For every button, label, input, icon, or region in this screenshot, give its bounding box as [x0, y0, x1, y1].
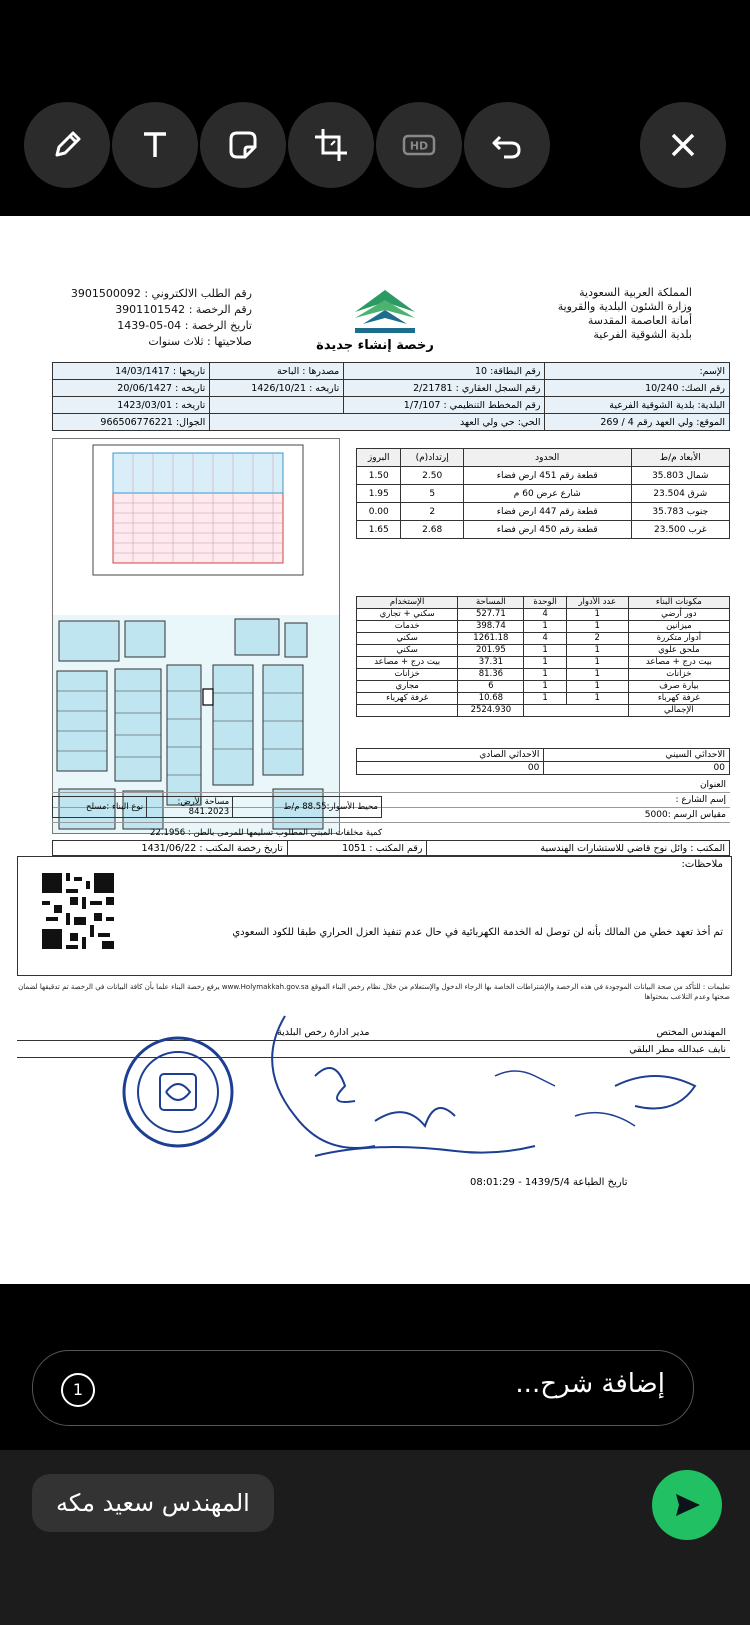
building-header: الوحدة [524, 597, 566, 609]
floors-cell: 1 [566, 657, 628, 669]
empty-cell [210, 397, 344, 414]
border-value: قطعة رقم 447 ارض فضاء [463, 503, 631, 521]
use-cell: غرفة كهرباء [357, 693, 458, 705]
location-cell [545, 414, 730, 431]
id-label: رقم البطاقة: [490, 365, 541, 377]
crop-button[interactable] [288, 102, 374, 188]
area-cell: 37.31 [458, 657, 524, 669]
close-button[interactable] [640, 102, 726, 188]
office-license-cell [53, 841, 288, 856]
district-value: حي ولي العهد [459, 416, 515, 428]
caption-placeholder: إضافة شرح... [515, 1369, 665, 1399]
dims-header: الأبعاد م/ط [631, 449, 729, 467]
text-icon [135, 125, 175, 165]
part-cell: ميزانين [628, 621, 729, 633]
office-cell [427, 841, 730, 856]
part-cell: بيت درج + مصاعد [628, 657, 729, 669]
building-header: مكونات البناء [628, 597, 729, 609]
municipality-value: بلدية الشوقية الفرعية [609, 399, 695, 411]
border-value: قطعة رقم 451 ارض فضاء [463, 467, 631, 485]
building-row [357, 657, 730, 669]
units-cell: 1 [524, 645, 566, 657]
part-cell: أدوار متكررة [628, 633, 729, 645]
send-icon [670, 1488, 704, 1522]
boundary-row [357, 467, 730, 485]
use-cell: سكني [357, 645, 458, 657]
mobile-value: 966506776221 [100, 416, 173, 428]
street-name: إسم الشارع : [52, 793, 730, 808]
print-date [470, 1177, 628, 1188]
y-coord-value: 00 [357, 762, 544, 775]
dimension-value: 35.803 [652, 470, 684, 481]
area-cell: 398.74 [458, 621, 524, 633]
building-row [357, 669, 730, 681]
sticker-button[interactable] [200, 102, 286, 188]
floors-cell: 1 [566, 669, 628, 681]
registry-label: رقم السجل العقاري : [455, 382, 541, 394]
view-once-icon[interactable]: 1 [61, 1373, 95, 1407]
date1-value: 14/03/1417 [115, 365, 170, 377]
issuer-line: وزارة الشئون البلدية والقروية [557, 300, 692, 313]
source-label: مصدرها : [302, 365, 340, 377]
license-number: 3901101542 [115, 303, 186, 316]
recipient-chip[interactable]: المهندس سعيد مكه [32, 1474, 274, 1532]
office-label: المكتب : [690, 842, 725, 854]
deed-cell [545, 380, 730, 397]
sticker-icon [223, 125, 263, 165]
crop-icon [311, 125, 351, 165]
plan-number: 1/7/107 [403, 399, 441, 411]
deed-label: رقم الصك: [681, 382, 725, 394]
dimension-value: 23.500 [654, 524, 686, 535]
engineer-label: المهندس المختص [374, 1024, 731, 1041]
side-label: غرب [688, 524, 707, 535]
signatures-drawing [255, 1006, 715, 1176]
floors-cell: 2 [566, 633, 628, 645]
office-license-label: تاريخ رخصة المكتب : [199, 842, 283, 854]
dims-header: الحدود [463, 449, 631, 467]
editor-toolbar [0, 0, 750, 216]
name-label: الإسم: [699, 365, 725, 377]
dims-header: إرتداد(م) [401, 449, 463, 467]
setback-value: 2.68 [401, 521, 463, 539]
notes-text: تم أخذ تعهد خطي من المالك بأنه لن توصل له الخدمة الكهربائية في حال عدم تنفيذ العزل الحراري طبقا للكود السعودي [232, 927, 723, 938]
id-number: 10 [474, 365, 488, 377]
manager-label: مدير ادارة رخص البلدية [17, 1024, 374, 1041]
building-row [357, 645, 730, 657]
area-cell: 81.36 [458, 669, 524, 681]
drawing-scale: مقياس الرسم :5000 [52, 808, 730, 823]
units-cell: 4 [524, 609, 566, 621]
validity-value: ثلاث سنوات [148, 335, 204, 348]
coordinates-table [356, 748, 730, 775]
office-license-date: 1431/06/22 [141, 842, 197, 854]
office-number-label: رقم المكتب : [369, 842, 423, 854]
building-components-table [356, 596, 730, 717]
boundary-row [357, 485, 730, 503]
issuer-line: أمانة العاصمة المقدسة [587, 314, 692, 327]
part-cell: ملحق علوي [628, 645, 729, 657]
hd-icon [399, 125, 439, 165]
units-cell: 1 [524, 693, 566, 705]
license-date: 04-05-1439 [117, 319, 182, 332]
undo-button[interactable] [464, 102, 550, 188]
notes-box [17, 856, 732, 976]
use-cell: بيت درج + مصاعد [357, 657, 458, 669]
land-area-cell [147, 797, 233, 818]
municipality-logo [345, 284, 425, 342]
land-area-label: مساحة الأرض: [177, 797, 230, 807]
issuer-line: المملكة العربية السعودية [579, 286, 692, 299]
building-row [357, 621, 730, 633]
building-type: نوع البناء :مسلح [53, 797, 147, 818]
close-icon [663, 125, 703, 165]
part-cell: غرفة كهرباء [628, 693, 729, 705]
units-cell: 1 [524, 681, 566, 693]
print-date-value: 1439/5/4 - 08:01:29 [470, 1177, 570, 1188]
send-bar [0, 1450, 750, 1625]
side-label: شمال [686, 470, 709, 481]
border-value: شارع عرض 60 م [463, 485, 631, 503]
units-cell: 4 [524, 633, 566, 645]
building-row [357, 681, 730, 693]
x-coord-label: الاحداثي السيني [544, 749, 730, 762]
building-header: عدد الأدوار [566, 597, 628, 609]
date1-label: تاريخها : [172, 365, 206, 377]
boundary-row [357, 503, 730, 521]
floors-cell: 1 [566, 681, 628, 693]
pencil-icon [47, 125, 87, 165]
license-label: رقم الرخصة : [188, 303, 252, 316]
address-title: العنوان [52, 778, 730, 793]
area-cell: 6 [458, 681, 524, 693]
building-row [357, 633, 730, 645]
engineer-name: نايف عبدالله مطر البلقي [374, 1041, 731, 1058]
x-coord-value: 00 [544, 762, 730, 775]
hd-label: HD [409, 139, 429, 153]
license-document-image [0, 216, 750, 1284]
date4-value: 1423/03/01 [117, 399, 173, 411]
floors-cell: 1 [566, 693, 628, 705]
border-value: قطعة رقم 450 ارض فضاء [463, 521, 631, 539]
municipality-label: البلدية: [697, 399, 725, 411]
district-cell [210, 414, 545, 431]
caption-input[interactable] [32, 1350, 694, 1426]
license-date-label: تاريخ الرخصة : [184, 319, 252, 332]
district-label: الحي: [517, 416, 541, 428]
text-button[interactable] [112, 102, 198, 188]
part-cell: خزانات [628, 669, 729, 681]
validity-label: صلاحيتها : [207, 335, 252, 348]
date3-label: تاريخه : [309, 382, 340, 394]
projection-value: 1.95 [357, 485, 401, 503]
dims-header: البروز [357, 449, 401, 467]
undo-icon [487, 125, 527, 165]
building-total-row [357, 705, 730, 717]
owner-info-table [52, 362, 730, 431]
date1-cell [53, 363, 210, 380]
municipality-cell [545, 397, 730, 414]
total-label: الإجمالي [628, 705, 729, 717]
building-row [357, 609, 730, 621]
building-header: الإستخدام [357, 597, 458, 609]
use-cell: خزانات [357, 669, 458, 681]
date2-value: 20/06/1427 [117, 382, 173, 394]
date2-label: تاريخه : [175, 382, 206, 394]
document-title: رخصة إنشاء جديدة [316, 338, 434, 353]
office-number-cell [287, 841, 427, 856]
part-cell: دور أرضي [628, 609, 729, 621]
perimeter-value: محيط الأسوار:88.55 م/ط [233, 797, 382, 818]
land-area-value: 841.2023 [188, 807, 230, 817]
units-cell: 1 [524, 669, 566, 681]
issuer-line: بلدية الشوقية الفرعية [593, 328, 692, 341]
side-label: شرق [687, 488, 708, 499]
y-coord-label: الاحداثي الصادي [357, 749, 544, 762]
date2-cell [53, 380, 210, 397]
registry-cell [344, 380, 545, 397]
issuer-header [502, 286, 692, 342]
license-header [52, 286, 252, 350]
use-cell: خدمات [357, 621, 458, 633]
office-name: وائل نوح قاضي للاستشارات الهندسية [540, 842, 688, 854]
total-value: 2524.930 [458, 705, 524, 717]
id-cell [344, 363, 545, 380]
site-plan-drawing [52, 438, 340, 834]
date4-label: تاريخه : [175, 399, 206, 411]
floors-cell: 1 [566, 645, 628, 657]
location-label: الموقع: [696, 416, 725, 428]
request-number: 3901500092 [70, 287, 141, 300]
qr-code [38, 869, 118, 953]
area-cell: 10.68 [458, 693, 524, 705]
area-cell: 201.95 [458, 645, 524, 657]
instructions-text: تعليمات : للتأكد من صحة البيانات الموجودة في هذه الرخصة والإشتراطات الخاصة بها الرجاء الدخول والإستعلام من خلال نظام رخص البناء الموقع www.Holymakkah.gov.sa يرفع رخصة البناء علما بأن كافة البيانات في الرخصة تم تدقيقها لضمان صحتها وعدم التلاعب بمحتواها [18, 983, 730, 1001]
mobile-cell [53, 414, 210, 431]
plan-cell [344, 397, 545, 414]
office-table [52, 840, 730, 856]
deed-number: 10/240 [645, 382, 679, 394]
mobile-label: الجوال: [175, 416, 206, 428]
send-button[interactable] [652, 1470, 722, 1540]
debris-note: كمية مخلفات المبني المطلوب تسليمها للمرمى بالطن : 22.1956 [150, 828, 382, 838]
site-plan-svg [53, 439, 339, 833]
source-value: الباحة [276, 365, 300, 377]
use-cell: سكني + تجاري [357, 609, 458, 621]
dimension-value: 23.504 [653, 488, 685, 499]
side-label: جنوب [686, 506, 709, 517]
units-cell: 1 [524, 657, 566, 669]
date3-cell [210, 380, 344, 397]
building-header: المساحة [458, 597, 524, 609]
owner-name-cell [545, 363, 730, 380]
area-table [52, 796, 382, 818]
use-cell: سكني [357, 633, 458, 645]
use-cell: مجاري [357, 681, 458, 693]
request-label: رقم الطلب الالكتروني : [144, 287, 252, 300]
dimension-value: 35.783 [652, 506, 684, 517]
office-number: 1051 [342, 842, 367, 854]
notes-label: ملاحظات: [681, 859, 723, 870]
area-cell: 1261.18 [458, 633, 524, 645]
floors-cell: 1 [566, 609, 628, 621]
setback-value: 2.50 [401, 467, 463, 485]
pencil-button[interactable] [24, 102, 110, 188]
date3-value: 1426/10/21 [251, 382, 307, 394]
projection-value: 1.65 [357, 521, 401, 539]
location-value: ولي العهد رقم 4 / 269 [600, 416, 694, 428]
date4-cell [53, 397, 210, 414]
setback-value: 2 [401, 503, 463, 521]
source-cell [210, 363, 344, 380]
hd-button[interactable] [376, 102, 462, 188]
area-cell: 527.71 [458, 609, 524, 621]
plan-label: رقم المخطط التنظيمي : [443, 399, 541, 411]
setback-value: 5 [401, 485, 463, 503]
print-date-label: تاريخ الطباعة [573, 1177, 628, 1188]
units-cell: 1 [524, 621, 566, 633]
part-cell: بيارة صرف [628, 681, 729, 693]
boundary-row [357, 521, 730, 539]
projection-value: 0.00 [357, 503, 401, 521]
building-row [357, 693, 730, 705]
boundaries-table [356, 448, 730, 539]
floors-cell: 1 [566, 621, 628, 633]
projection-value: 1.50 [357, 467, 401, 485]
official-stamp [118, 1032, 238, 1152]
registry-number: 2/21781 [413, 382, 453, 394]
